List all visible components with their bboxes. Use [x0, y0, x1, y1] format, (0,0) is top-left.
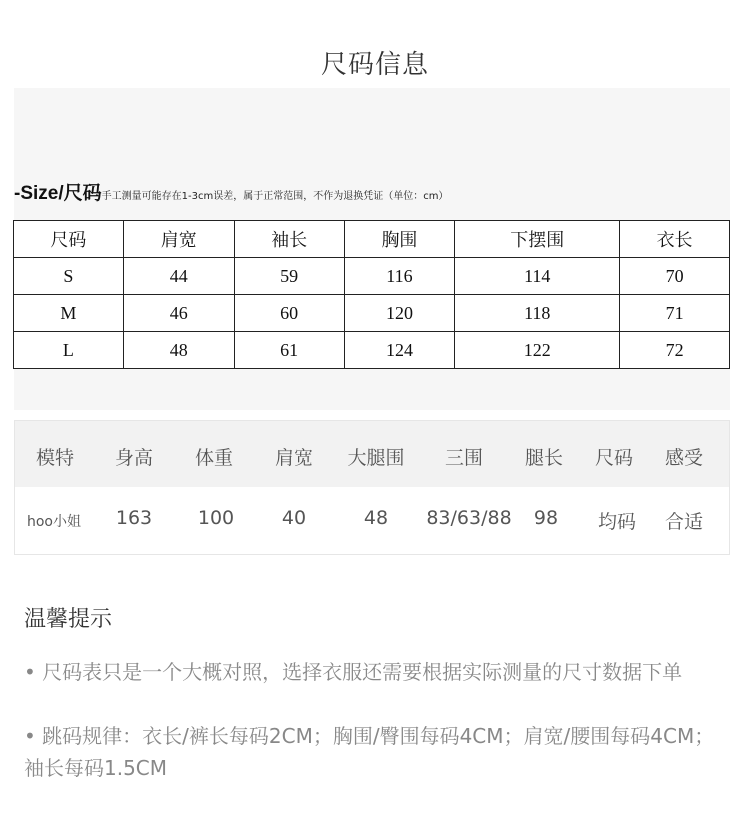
size-header-cell: 下摆围: [455, 221, 620, 258]
model-header-cell: 感受: [664, 447, 703, 469]
tip-item: • 跳码规律：衣长/裤长每码2CM；胸围/臀围每码4CM；肩宽/腰围每码4CM；袖长每码1.5CM: [24, 724, 715, 780]
model-header-cell: 三围: [444, 447, 483, 469]
size-heading: [14, 178, 730, 205]
model-header-cell: 腿长: [524, 447, 563, 469]
size-header-cell: 衣长: [620, 221, 730, 258]
table-row: [14, 295, 730, 332]
model-cell: hoo小姐: [26, 514, 81, 530]
size-header-cell: 肩宽: [123, 221, 234, 258]
size-cell: 120: [344, 295, 455, 332]
size-cell: L: [14, 332, 124, 369]
model-cell: 合适: [664, 511, 703, 533]
size-cell: 44: [123, 258, 234, 295]
size-cell: 70: [620, 258, 730, 295]
model-header-cell: 身高: [114, 447, 153, 469]
size-cell: 116: [344, 258, 455, 295]
size-header-cell: 尺码: [14, 221, 124, 258]
model-header-cell: 体重: [194, 447, 233, 469]
size-cell: 118: [455, 295, 620, 332]
size-cell: M: [14, 295, 124, 332]
size-heading-title: -Size/尺码: [14, 183, 102, 204]
size-cell: 46: [123, 295, 234, 332]
size-cell: 71: [620, 295, 730, 332]
size-heading-note: 手工测量可能存在1-3cm误差，属于正常范围，不作为退换凭证（单位：cm）: [101, 191, 449, 202]
size-cell: 72: [620, 332, 730, 369]
size-table: [13, 220, 730, 369]
tips-title: 温馨提示: [24, 607, 113, 632]
model-cell: 98: [533, 507, 559, 529]
model-cell: 163: [115, 507, 153, 529]
model-header-cell: 模特: [35, 447, 74, 469]
size-cell: 124: [344, 332, 455, 369]
model-cell: 100: [197, 507, 235, 529]
table-row: [14, 332, 730, 369]
size-cell: 114: [455, 258, 620, 295]
model-header-cell: 尺码: [594, 447, 633, 469]
model-cell: 均码: [597, 511, 636, 533]
size-cell: 122: [455, 332, 620, 369]
size-cell: S: [14, 258, 124, 295]
page-title: 尺码信息: [320, 50, 429, 80]
size-cell: 59: [234, 258, 344, 295]
tip-item: • 尺码表只是一个大概对照，选择衣服还需要根据实际测量的尺寸数据下单: [24, 660, 683, 684]
model-cell: 83/63/88: [426, 507, 512, 529]
size-table-header-row: [14, 221, 730, 258]
size-cell: 61: [234, 332, 344, 369]
model-header-cell: 肩宽: [274, 447, 313, 469]
model-cell: 40: [281, 507, 307, 529]
size-header-cell: 胸围: [344, 221, 455, 258]
size-cell: 60: [234, 295, 344, 332]
model-cell: 48: [363, 507, 389, 529]
size-header-cell: 袖长: [234, 221, 344, 258]
size-cell: 48: [123, 332, 234, 369]
model-table-header-row: [15, 421, 729, 487]
model-header-cell: 大腿围: [347, 447, 405, 469]
model-table: [14, 420, 730, 555]
table-row: [14, 258, 730, 295]
